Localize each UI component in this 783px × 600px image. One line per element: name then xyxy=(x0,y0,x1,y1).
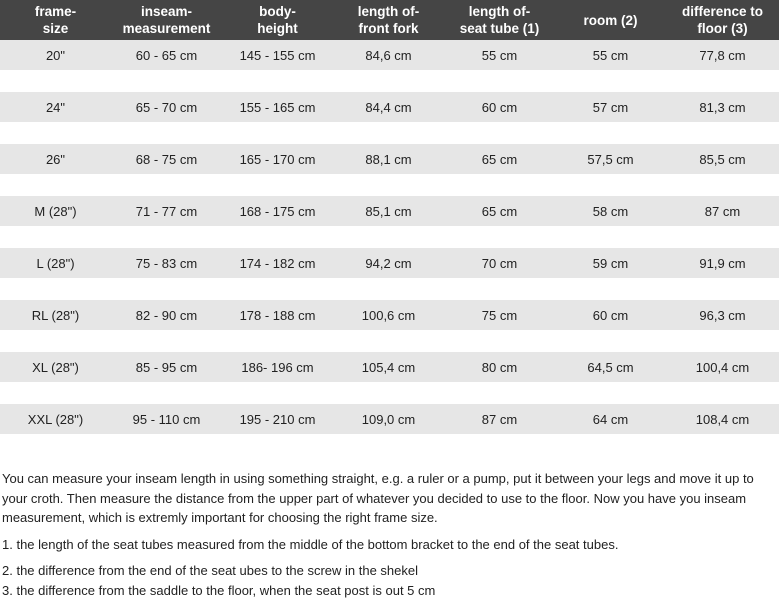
table-cell: 87 cm xyxy=(444,404,555,434)
table-cell: XL (28") xyxy=(0,352,111,382)
table-cell: 70 cm xyxy=(444,248,555,278)
table-cell: 186- 196 cm xyxy=(222,352,333,382)
table-cell: M (28") xyxy=(0,196,111,226)
column-header-text: inseam- xyxy=(140,4,193,19)
table-cell: 96,3 cm xyxy=(666,300,779,330)
table-cell: 95 - 110 cm xyxy=(111,404,222,434)
row-spacer-cell xyxy=(0,330,779,352)
column-header xyxy=(0,0,111,40)
column-header-text: measurement xyxy=(122,21,211,36)
table-cell: 64 cm xyxy=(555,404,666,434)
table-cell: 68 - 75 cm xyxy=(111,144,222,174)
table-cell: 195 - 210 cm xyxy=(222,404,333,434)
table-cell: 81,3 cm xyxy=(666,92,779,122)
table-cell: 65 cm xyxy=(444,196,555,226)
row-spacer xyxy=(0,330,779,352)
column-header-text: length of- xyxy=(468,4,531,19)
table-cell: 85,1 cm xyxy=(333,196,444,226)
table-cell: RL (28") xyxy=(0,300,111,330)
table-row xyxy=(0,40,779,70)
row-spacer-cell xyxy=(0,226,779,248)
table-cell: 165 - 170 cm xyxy=(222,144,333,174)
table-row xyxy=(0,144,779,174)
table-cell: 87 cm xyxy=(666,196,779,226)
row-spacer xyxy=(0,70,779,92)
table-cell: 84,6 cm xyxy=(333,40,444,70)
column-header-text: seat tube (1) xyxy=(459,21,540,36)
column-header-text: floor (3) xyxy=(697,21,748,36)
table-cell: 100,4 cm xyxy=(666,352,779,382)
table-cell: 26" xyxy=(0,144,111,174)
table-cell: 24" xyxy=(0,92,111,122)
row-spacer-cell xyxy=(0,382,779,404)
column-header-text: front fork xyxy=(358,21,419,36)
table-cell: 71 - 77 cm xyxy=(111,196,222,226)
column-header xyxy=(444,0,555,40)
table-cell: 178 - 188 cm xyxy=(222,300,333,330)
row-spacer xyxy=(0,122,779,144)
measurement-notes xyxy=(2,469,780,600)
table-cell: 59 cm xyxy=(555,248,666,278)
table-cell: 65 cm xyxy=(444,144,555,174)
table-cell: 84,4 cm xyxy=(333,92,444,122)
table-cell: 85 - 95 cm xyxy=(111,352,222,382)
row-spacer xyxy=(0,434,779,448)
table-row xyxy=(0,196,779,226)
table-cell: 20" xyxy=(0,40,111,70)
table-cell: 109,0 cm xyxy=(333,404,444,434)
table-cell: 80 cm xyxy=(444,352,555,382)
table-body xyxy=(0,40,779,448)
table-cell: 57 cm xyxy=(555,92,666,122)
row-spacer xyxy=(0,382,779,404)
row-spacer-cell xyxy=(0,434,779,448)
table-cell: 60 - 65 cm xyxy=(111,40,222,70)
row-spacer-cell xyxy=(0,122,779,144)
row-spacer-cell xyxy=(0,278,779,300)
column-header-text: frame- xyxy=(34,4,77,19)
table-cell: 55 cm xyxy=(444,40,555,70)
table-cell: 64,5 cm xyxy=(555,352,666,382)
table-cell: 77,8 cm xyxy=(666,40,779,70)
inseam-instructions: You can measure your inseam length in using something straight, e.g. a ruler or a pump, put it between your legs and move it up to your croth. Then measure the distance from the upper part of whatever you decided to use to the floor. Now you have you inseam measurement, which is extremly important for choosing the right frame size. xyxy=(2,471,754,525)
table-cell: 174 - 182 cm xyxy=(222,248,333,278)
table-cell: 168 - 175 cm xyxy=(222,196,333,226)
table-cell: 100,6 cm xyxy=(333,300,444,330)
column-header-text: height xyxy=(257,21,298,36)
table-cell: XXL (28") xyxy=(0,404,111,434)
column-header-text: room (2) xyxy=(583,12,638,28)
table-cell: 75 - 83 cm xyxy=(111,248,222,278)
row-spacer-cell xyxy=(0,174,779,196)
table-row xyxy=(0,404,779,434)
table-row xyxy=(0,352,779,382)
table-cell: 108,4 cm xyxy=(666,404,779,434)
row-spacer xyxy=(0,174,779,196)
table-cell: 82 - 90 cm xyxy=(111,300,222,330)
table-cell: 85,5 cm xyxy=(666,144,779,174)
table-cell: 65 - 70 cm xyxy=(111,92,222,122)
table-cell: 57,5 cm xyxy=(555,144,666,174)
row-spacer xyxy=(0,226,779,248)
column-header xyxy=(111,0,222,40)
table-cell: L (28") xyxy=(0,248,111,278)
footnote-3: 3. the difference from the saddle to the floor, when the seat post is out 5 cm xyxy=(2,582,436,598)
table-cell: 55 cm xyxy=(555,40,666,70)
column-header-text: difference to xyxy=(681,4,763,19)
row-spacer xyxy=(0,278,779,300)
column-header xyxy=(555,0,666,40)
column-header xyxy=(333,0,444,40)
table-cell: 94,2 cm xyxy=(333,248,444,278)
table-row xyxy=(0,300,779,330)
table-cell: 145 - 155 cm xyxy=(222,40,333,70)
table-row xyxy=(0,92,779,122)
table-cell: 91,9 cm xyxy=(666,248,779,278)
table-cell: 60 cm xyxy=(444,92,555,122)
header-row xyxy=(0,0,779,40)
footnote-2: 2. the difference from the end of the seat ubes to the screw in the shekel xyxy=(2,563,419,578)
footnote-1: 1. the length of the seat tubes measured from the middle of the bottom bracket to the end of the seat tubes. xyxy=(2,536,619,552)
table-cell: 75 cm xyxy=(444,300,555,330)
table-row xyxy=(0,248,779,278)
row-spacer-cell xyxy=(0,70,779,92)
column-header xyxy=(666,0,779,40)
column-header-text: body- xyxy=(259,4,296,19)
table-cell: 105,4 cm xyxy=(333,352,444,382)
table-cell: 155 - 165 cm xyxy=(222,92,333,122)
column-header-text: length of- xyxy=(357,4,420,19)
table-cell: 88,1 cm xyxy=(333,144,444,174)
table-cell: 60 cm xyxy=(555,300,666,330)
column-header xyxy=(222,0,333,40)
column-header-text: size xyxy=(42,21,69,36)
table-header xyxy=(0,0,779,40)
table-cell: 58 cm xyxy=(555,196,666,226)
